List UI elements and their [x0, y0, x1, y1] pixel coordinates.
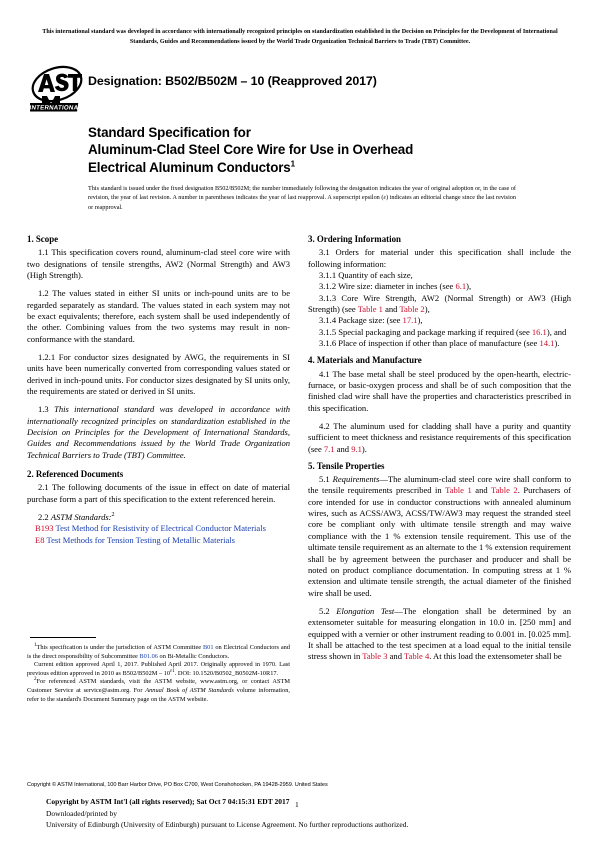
paragraph-5-2-tail: . At this load the extensometer shall be [429, 651, 562, 662]
wto-principles-banner: This international standard was developed in accordance with internationally recognized principles on standardization established in the Decision on Principles for the Development of International Standards, Guides and Recommendations issued by the World Trade Organization Technical Barriers to Trade (TBT) Committee. [42, 29, 558, 45]
footnote-2-text-a: For referenced ASTM standards, visit the ASTM website, www.astm.org, or contact ASTM Customer Service at service@astm.org. For [27, 678, 290, 694]
requirements-label: Requirements [332, 474, 380, 485]
standard-title-e8[interactable]: Test Methods for Tension Testing of Metallic Materials [46, 534, 235, 545]
paragraph-5-2-text: —The elongation shall be determined by an extensometer suitable for measuring elongation in 10.0 in. [250 mm] and equipped with a vernier or other instrument reading to 0.001 in. [0.025 mm]. It shall be attached to the test specimen at a load equal to the initial tensile stress shown in [308, 605, 571, 662]
paragraph-2-2 [27, 512, 290, 523]
xref-table-2[interactable]: Table 2 [491, 485, 518, 496]
license-line-2: Downloaded/printed by [46, 808, 118, 818]
paragraph-2-1: 2.1 The following documents of the issue in effect on date of material purchase form a part of this specification to the extent referenced herein. [27, 482, 290, 504]
license-line-1: Copyright by ASTM Int'l (all rights reserved); Sat Oct 7 04:15:31 EDT 2017 [46, 797, 290, 806]
footnote-1-current-edition [27, 661, 290, 678]
xref-table-2[interactable]: Table 2 [399, 303, 425, 314]
paragraph-3-1-3-tail: ), [424, 303, 430, 314]
paragraph-4-2 [308, 421, 571, 455]
paragraph-1-3-number: 1.3 [38, 404, 55, 415]
footnote-1-marker: 1 [34, 642, 37, 648]
paragraph-3-1-4 [308, 315, 571, 326]
paragraph-3-1-4-text: 3.1.4 Package size: (see [319, 315, 403, 326]
license-line-3: University of Edinburgh (University of Edinburgh) pursuant to License Agreement. No further reproductions authorized. [46, 820, 409, 830]
paragraph-3-1-6-text: 3.1.6 Place of inspection if other than place of manufacture (see [319, 337, 540, 348]
right-column [308, 233, 571, 663]
paragraph-5-2-conj: and [387, 651, 404, 662]
xref-17-1[interactable]: 17.1 [402, 315, 418, 326]
annual-book-title: Annual Book of ASTM Standards [145, 686, 234, 694]
paragraph-5-1-number: 5.1 [319, 474, 333, 485]
footnote-2-marker: 2 [34, 677, 37, 683]
designation-label: Designation: B502/B502M – 10 (Reapproved 2017) [88, 74, 377, 88]
paragraph-3-1-3-conj: and [382, 303, 400, 314]
xref-table-4[interactable]: Table 4 [403, 651, 430, 662]
astm-logo-icon [30, 62, 86, 114]
paragraph-4-2-conj: and [334, 443, 352, 454]
title-footnote-marker: 1 [290, 159, 295, 169]
epsilon-superscript: ε1 [170, 668, 175, 674]
section-heading-referenced-documents: 2. Referenced Documents [27, 469, 124, 480]
paragraph-3-1-3-text: 3.1.3 Core Wire Strength, AW2 (Normal Strength) or AW3 (High Strength) (see [308, 292, 571, 314]
section-heading-scope: 1. Scope [27, 234, 59, 244]
paragraph-5-1 [308, 474, 571, 599]
section-heading-ordering-information: 3. Ordering Information [308, 234, 401, 244]
xref-9-1[interactable]: 9.1 [351, 443, 362, 454]
footnote-1-text-a: This specification is under the jurisdiction of ASTM Committee [36, 644, 203, 651]
paragraph-1-2-1: 1.2.1 For conductor sizes designated by AWG, the requirements in SI units have been numerically converted from corresponding values stated or derived in inch-pound units. For conductor sizes designated by SI units only, the requirements are stated or derived in SI units. [27, 351, 290, 396]
paragraph-5-2-number: 5.2 [319, 605, 337, 616]
designation-row [30, 62, 570, 116]
footnote-1-text-mid: on Electrical Conductors and is the direct responsibility of Subcommittee [27, 644, 290, 660]
designation-explanatory-note [88, 184, 516, 212]
xref-16-1[interactable]: 16.1 [531, 326, 547, 337]
standard-code-e8[interactable]: E8 [35, 534, 45, 545]
title-line-1: Standard Specification for [88, 125, 251, 140]
section-heading-tensile-properties: 5. Tensile Properties [308, 460, 385, 471]
copyright-notice: Copyright © ASTM International, 100 Barr Harbor Drive, PO Box C700, West Conshohocken, PA 19428-2959. United States [27, 782, 328, 788]
epsilon-symbol: ε [383, 194, 386, 202]
paragraph-3-1-4-tail: ), [417, 315, 423, 326]
left-column [27, 233, 290, 546]
svg-text:INTERNATIONAL: INTERNATIONAL [30, 104, 83, 112]
paragraph-1-3 [27, 404, 290, 461]
title-line-3: Electrical Aluminum Conductors [88, 159, 291, 175]
footnote-1 [27, 644, 290, 661]
paragraph-5-1-tail: . Purchasers of core intended for use in conductor constructions with annealed aluminum wires, such as ACSS/AW3, ACSS/TW/AW3 may request the stranded steel core be compliant only with ultimate tensile strength and may waive compliance with the 1 % extension tensile requirement. This use of the ultimate tensile requirement as an alternate to the 1 % extension requirement shall be by agreement between the purchaser and producer and shall be noted on product compliance documentation. In computing stress at 1 % extension and ultimate tensile strength, the actual diameter of the finished wire shall be used. [308, 485, 572, 598]
paragraph-3-1-1: 3.1.1 Quantity of each size, [319, 269, 413, 280]
paragraph-3-1-3 [308, 293, 571, 316]
page-title [88, 124, 528, 176]
footnote-separator-rule [30, 637, 96, 638]
paragraph-3-1-2-text: 3.1.2 Wire size: diameter in inches (see [319, 281, 456, 292]
paragraph-3-1-6-tail: ). [554, 337, 560, 348]
xref-table-1[interactable]: Table 1 [357, 303, 383, 314]
issued-note-part-a: This standard is issued under the fixed designation B502/B502M; the number immediately following the designation indicates the year of original adoption or, in the case of revision, the year of last revision. A number in parentheses indicates the year of last reapproval. A superscript epsilon ( [88, 185, 516, 202]
footnote-2-text-b: volume information, refer to the standard's Document Summary page on the ASTM website. [27, 686, 290, 703]
xref-7-1[interactable]: 7.1 [323, 443, 335, 454]
current-edition-text: Current edition approved April 1, 2017. Published April 2017. Originally approved in 1970. Last previous edition approved in 2010 as B502/B502M – 10 [27, 661, 290, 677]
standard-title-b193[interactable]: Test Method for Resistivity of Electrical Conductor Materials [55, 523, 266, 534]
footnotes-block [27, 644, 290, 704]
title-line-2: Aluminum-Clad Steel Core Wire for Use in Overhead [88, 142, 414, 158]
paragraph-5-2 [308, 606, 571, 663]
footnote-2 [27, 678, 290, 704]
standard-code-b193[interactable]: B193 [35, 523, 54, 534]
xref-6-1[interactable]: 6.1 [455, 281, 467, 292]
astm-standards-label: ASTM Standards: [50, 511, 112, 522]
paragraph-1-2: 1.2 The values stated in either SI units or inch-pound units are to be regarded separately as standard. The values stated in each system may not be exact equivalents; therefore, each system shall be used independently of the other. Combining values from the two systems may result in non-conformance with the standard. [27, 288, 290, 344]
xref-14-1[interactable]: 14.1 [539, 337, 555, 348]
paragraph-3-1: 3.1 Orders for material under this specification shall include the following information: [308, 247, 571, 269]
paragraph-3-1-2-tail: ), [466, 281, 472, 292]
xref-table-3[interactable]: Table 3 [362, 651, 388, 662]
paragraph-5-1-conj: and [471, 485, 492, 496]
paragraph-1-1: 1.1 This specification covers round, aluminum-clad steel core wire with two designations of tensile strengths, AW2 (Normal Strength) and AW3 (High Strength). [27, 247, 290, 280]
subcommittee-link-b0106[interactable]: B01.06 [139, 652, 158, 660]
referenced-standard-item[interactable] [27, 523, 290, 534]
paragraph-3-1-6 [308, 338, 571, 349]
footnote-1-text-b: on Bi-Metallic Conductors. [157, 652, 230, 660]
section-heading-materials-and-manufacture: 4. Materials and Manufacture [308, 355, 422, 366]
paragraph-4-2-text: 4.2 The aluminum used for cladding shall have a purity and quantity sufficient to meet thickness and resistance requirements of this specification (see [308, 420, 571, 454]
paragraph-3-1-5-text: 3.1.5 Special packaging and package marking if required (see [319, 326, 532, 337]
paragraph-1-3-text: This international standard was developed in accordance with internationally recognized principles on standardization established in the Decision on Principles for the Development of International Standards, Guides and Recommendations issued by the World Trade Organization Technical Barriers to Trade (TBT) Committee. [27, 404, 290, 460]
committee-link-b01[interactable]: B01 [202, 644, 214, 651]
paragraph-5-1-text: —The aluminum-clad steel core wire shall conform to the tensile requirements prescribed in [308, 474, 571, 496]
xref-table-1[interactable]: Table 1 [445, 485, 472, 496]
spacer [27, 461, 290, 468]
paragraph-3-1-5-tail: ), and [546, 326, 567, 337]
issued-note-part-b: ) indicates an editorial change since the last revision or reapproval. [88, 194, 516, 211]
paragraph-3-1-2 [308, 281, 571, 292]
paragraph-4-2-tail: ). [361, 443, 367, 454]
paragraph-4-1: 4.1 The base metal shall be steel produced by the open-hearth, electric-furnace, or basic-oxygen process and shall be of such composition that the finished clad wire shall have the properties and characteristics prescribed in this specification. [308, 368, 571, 413]
paragraph-2-2-number: 2.2 [38, 511, 51, 522]
referenced-standard-item[interactable] [27, 535, 290, 546]
paragraph-2-2-footnote-marker: 2 [111, 512, 115, 519]
paragraph-3-1-5 [308, 327, 571, 338]
doi-text: . DOI: 10.1520/B0502_B0502M-10R17. [174, 669, 279, 677]
page-number: 1 [295, 800, 299, 809]
elongation-test-label: Elongation Test [336, 605, 395, 616]
